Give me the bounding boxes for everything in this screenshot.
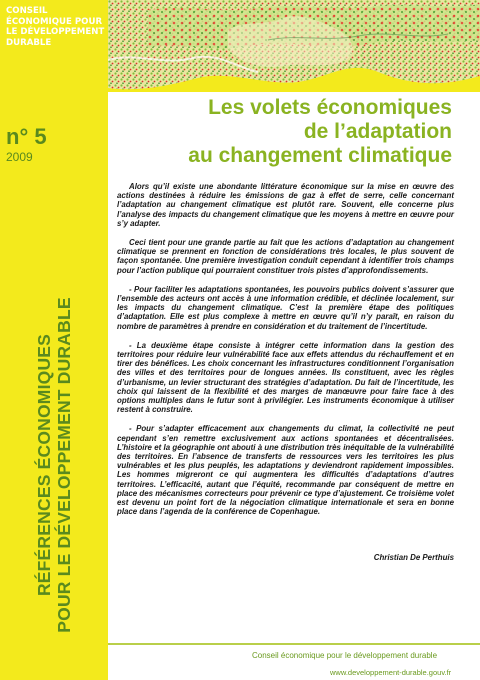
page-title [160,96,452,168]
paragraph: - Pour s’adapter efficacement aux changements du climat, la collectivité ne peut cependant s’en remettre exclusivement aux actions spontanées et décentralisées. L’histoire et la géographie ont abouti à une distribution très inéquitable de la vulnérabilité des territoires. En l’absence de transferts de ressources vers les territoires les plus vulnérables et les plus peuplés, les adaptations y deviendront rapidement impossibles. Les hommes migreront ce qui augmentera les difficultés d’adaptations d’autres territoires. L’efficacité, autant que l’équité, recommande par conséquent de mettre en place des mécanismes correcteurs pour prévenir ce type d’ajustement. Ce troisième volet est devenu un point fort de la négociation climatique internationale et sera en bonne place dans l’agenda de la conférence de Copenhague. [117,424,454,517]
footer-divider [108,643,480,645]
article-body [117,182,454,527]
paragraph: - Pour faciliter les adaptations spontanées, les pouvoirs publics doivent s’assurer que l’ensemble des acteurs ont accès à une information crédible, et déclinée localement, sur les impacts du changement climatique. C’est la première étape des politiques d’adaptation. Elle est plus complexe à mettre en œuvre qu’il n’y paraît, en raison du nombre de paramètres à prendre en considération et du traitement de l’incertitude. [117,284,454,331]
organization-name: CONSEIL ÉCONOMIQUE POUR LE DÉVELOPPEMENT DURABLE [6,6,105,48]
footer-url-link[interactable]: www.developpement-durable.gouv.fr [330,668,452,677]
title-line1: Les volets économiques [208,96,452,119]
issue-year: 2009 [6,150,33,164]
series-title-line1: RÉFÉRENCES ÉCONOMIQUES [34,333,54,597]
issue-number: n° 5 [6,124,47,149]
footer-organization: Conseil économique pour le développement durable [252,651,438,660]
author-signature: Christian De Perthuis [373,553,454,562]
map-illustration [108,0,480,92]
paragraph: Ceci tient pour une grande partie au fait que les actions d’adaptation au changement climatique se prennent en fonction de considérations très locales, le plus souvent de façon spontanée. Une première investigation conduit cependant à identifier trois champs pour l’action publique qui pourraient constituer trois pistes d’approfondissements. [117,238,454,275]
map-banner-image [108,0,480,92]
series-title-line2: POUR LE DÉVELOPPEMENT DURABLE [54,297,74,633]
paragraph: - La deuxième étape consiste à intégrer cette information dans la gestion des territoires pour réduire leur vulnérabilité face aux effets attendus du réchauffement et en tirer des bénéfices. Les choix concernant les infrastructures conditionnent l’organisation des villes et des territoires pour de longues années. Ils constituent, avec les règles d’urbanisme, un levier structurant des stratégies d’adaptation. Du fait de l’incertitude, les choix qui laissent de la flexibilité et des marges de manœuvre pour faire face à des options multiples dans le futur sont à privilégier. Les instruments économique à utiliser restent à construire. [117,340,454,415]
series-title [0,270,108,660]
title-line3: au changement climatique [188,144,452,167]
title-line2: de l’adaptation [303,120,452,143]
paragraph: Alors qu’il existe une abondante littérature économique sur la mise en œuvre des actions destinées à réduire les émissions de gaz à effet de serre, celle concernant l’adaptation au changement climatique est plutôt rare. Souvent, elle concerne plus l’analyse des impacts du changement climatique que les moyens à mettre en œuvre pour s’y adapter. [117,182,454,228]
